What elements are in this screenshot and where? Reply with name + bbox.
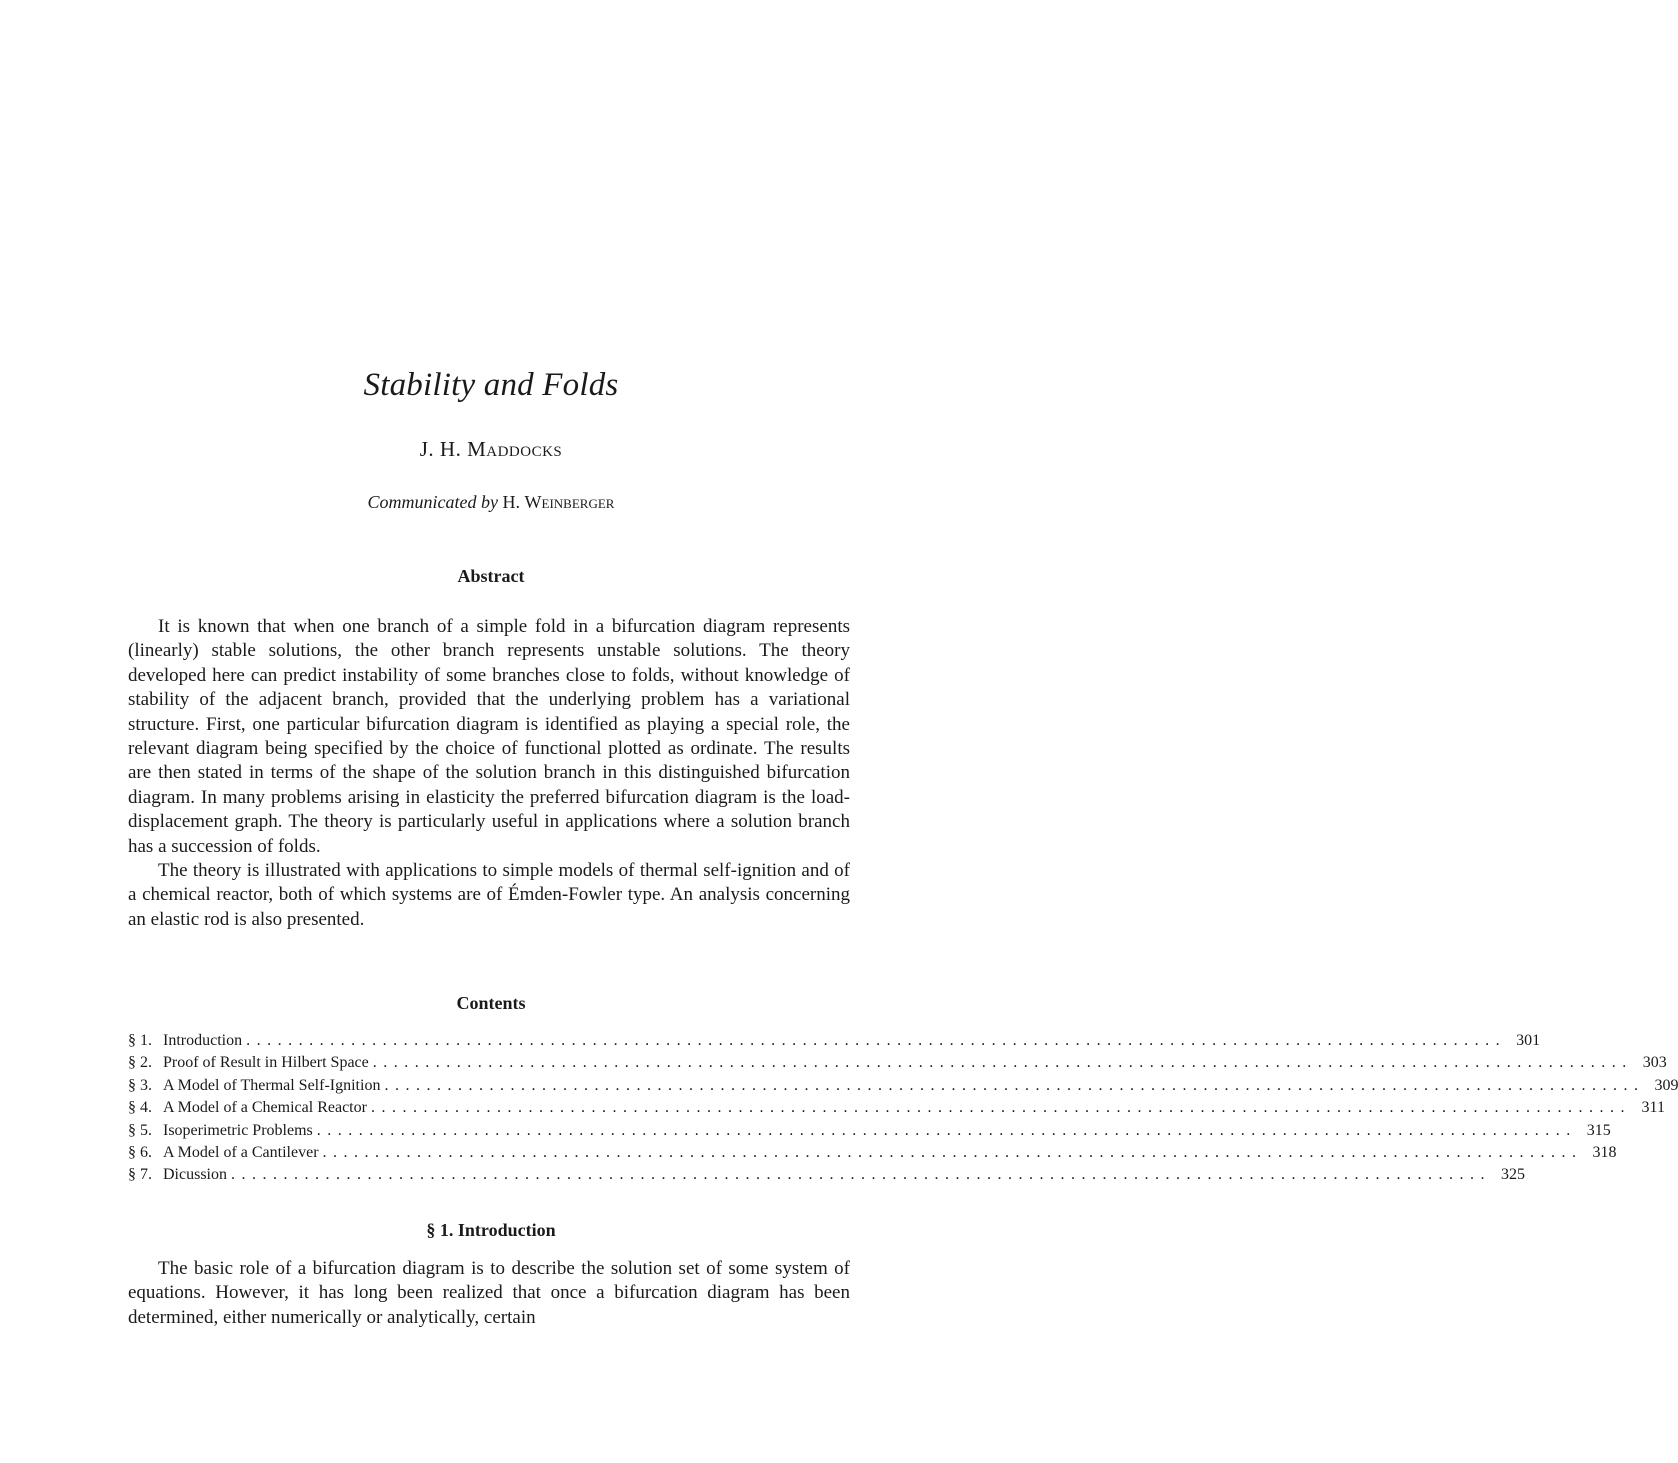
toc-page-number: 303 <box>1642 1054 1667 1072</box>
toc-entry[interactable] <box>128 1097 1665 1119</box>
contents-heading: Contents <box>456 993 526 1013</box>
toc-entry[interactable] <box>128 1030 1541 1052</box>
toc-entry[interactable] <box>128 1142 1617 1164</box>
author-line <box>0 437 982 462</box>
toc-page-number: 309 <box>1654 1076 1678 1094</box>
author-name: Maddocks <box>467 437 563 461</box>
toc-page-number: 315 <box>1586 1121 1611 1139</box>
toc-leader-dots: ........................................................................................................................ <box>316 1121 1577 1139</box>
toc-section-number: § 2. <box>128 1054 152 1072</box>
toc-page-number: 325 <box>1501 1166 1525 1184</box>
communicated-line <box>0 492 982 513</box>
toc-entry[interactable] <box>128 1052 1667 1074</box>
toc-section-title: A Model of a Chemical Reactor <box>163 1099 367 1117</box>
toc-leader-dots: ........................................................................................................................ <box>322 1144 1583 1162</box>
toc-section-title: A Model of Thermal Self-Ignition <box>163 1076 381 1094</box>
toc-leader-dots: ........................................................................................................................ <box>246 1032 1507 1049</box>
communicator-name: Weinberger <box>524 492 615 512</box>
toc-page-number: 318 <box>1592 1144 1617 1162</box>
toc-section-number: § 7. <box>128 1166 152 1184</box>
toc-section-title: Introduction <box>163 1032 243 1049</box>
toc-entry[interactable] <box>128 1120 1611 1142</box>
abstract-paragraph: It is known that when one branch of a simple fold in a bifurcation diagram represents (linearly) stable solutions, the other branch represents unstable solutions. The theory developed here can predict instability of some branches close to folds, without knowledge of stability of the adjacent branch, provided that the underlying problem has a variational structure. First, one particular bifurcation diagram is identified as playing a special role, the relevant diagram being specified by the choice of functional plotted as ordinate. The results are then stated in terms of the shape of the solution branch in this distinguished bifurcation diagram. In many problems arising in elasticity the preferred bifurcation diagram is the load-displacement graph. The theory is particularly useful in applications where a solution branch has a succession of folds. <box>128 616 850 857</box>
toc-section-number: § 4. <box>128 1099 152 1117</box>
toc-leader-dots: ........................................................................................................................ <box>231 1166 1491 1184</box>
toc-section-number: § 6. <box>128 1144 152 1162</box>
toc-section-number: § 5. <box>128 1121 152 1139</box>
abstract-paragraph: The theory is illustrated with applications to simple models of thermal self-ignition and of a chemical reactor, both of which systems are of Émden-Fowler type. An analysis concerning an elastic rod is also presented. <box>128 860 850 930</box>
toc-section-number: § 3. <box>128 1076 152 1094</box>
communicator-initial: H. <box>498 492 525 512</box>
toc-section-title: A Model of a Cantilever <box>163 1144 319 1162</box>
introduction-paragraph: The basic role of a bifurcation diagram is to describe the solution set of some system of equations. However, it has long been realized that once a bifurcation diagram has been determined, either numerically or analytically, certain <box>128 1258 850 1328</box>
abstract-heading: Abstract <box>457 566 525 586</box>
toc-section-title: Dicussion <box>163 1166 227 1184</box>
abstract-body <box>128 615 850 932</box>
toc-leader-dots: ........................................................................................................................ <box>370 1099 1631 1117</box>
toc-page-number: 301 <box>1516 1032 1541 1049</box>
toc-section-number: § 1. <box>128 1032 152 1049</box>
toc-section-title: Proof of Result in Hilbert Space <box>163 1054 369 1072</box>
communicated-label: Communicated by <box>367 492 499 512</box>
toc-leader-dots: ........................................................................................................................ <box>384 1076 1645 1094</box>
toc-entry[interactable] <box>128 1075 1678 1097</box>
toc-leader-dots: ........................................................................................................................ <box>372 1054 1633 1072</box>
introduction-heading: § 1. Introduction <box>426 1220 556 1240</box>
introduction-body <box>128 1257 850 1330</box>
author-initials: J. H. <box>419 437 468 461</box>
paper-title: Stability and Folds <box>363 367 619 403</box>
toc-page-number: 311 <box>1641 1099 1665 1117</box>
table-of-contents <box>128 1030 1678 1187</box>
toc-entry[interactable] <box>128 1164 1525 1186</box>
toc-section-title: Isoperimetric Problems <box>163 1121 313 1139</box>
